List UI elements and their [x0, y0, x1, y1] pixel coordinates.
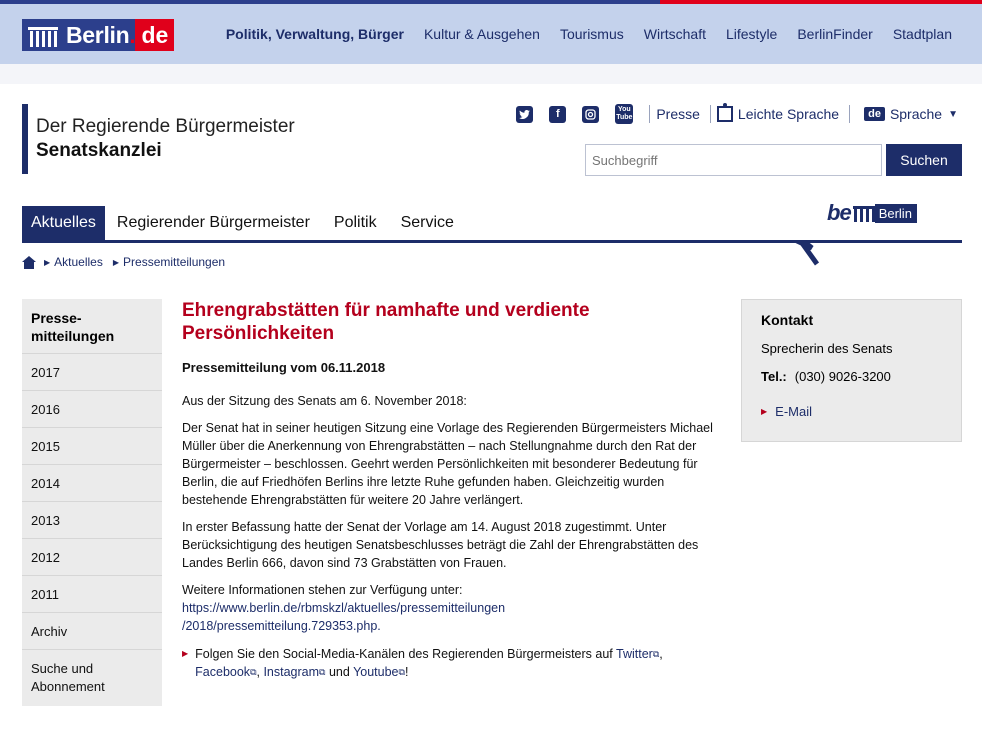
sidebar-item-2014[interactable]: 2014 — [22, 465, 162, 502]
instagram-icon[interactable] — [582, 106, 599, 123]
press-release-date: Pressemitteilung vom 06.11.2018 — [182, 360, 386, 375]
breadcrumb-aktuelles[interactable]: Aktuelles — [54, 255, 103, 269]
logo-tld: de — [135, 19, 174, 51]
twitter-icon[interactable] — [516, 106, 533, 123]
accent-stripe — [660, 0, 982, 4]
portal-nav-tourismus[interactable]: Tourismus — [559, 26, 624, 42]
paragraph-body-2: In erster Befassung hatte der Senat der Vorlage am 14. August 2018 zugestimmt. Unter Berücksichtigung des heutigen Senatsbeschlusses beträgt die Zahl der Ehrengrabstätten des Landes Berlin 666, davon sind 73 Grabstätten von Frauen. — [182, 520, 699, 570]
paragraph-body-1: Der Senat hat in seiner heutigen Sitzung eine Vorlage des Regierenden Bürgermeisters Michael Müller über die Anerkennung von Ehrengrabstätten – nach Stellungnahme durch den Rat der Bürgermeister – beschlossen. Geehrt werden Persönlichkeiten mit besonderer Bedeutung für Berlin, die auf Friedhöfen Berlins ihre letzte Ruhe gefunden haben. Gleichzeitig wurden bestehende Ehrengrabstätten für weitere 20 Jahre verlängert. — [182, 421, 713, 507]
brandenburg-gate-icon — [853, 204, 875, 222]
portal-nav-lifestyle[interactable]: Lifestyle — [725, 26, 778, 42]
instagram-link[interactable]: Instagram⧉ — [263, 665, 326, 679]
divider — [710, 105, 711, 123]
contact-email-link[interactable]: ▶ E-Mail — [761, 404, 812, 419]
breadcrumb — [22, 255, 235, 269]
nav-regierender-buergermeister[interactable]: Regierender Bürgermeister — [116, 214, 310, 231]
portal-nav-berlinfinder[interactable]: BerlinFinder — [797, 26, 873, 42]
external-link-icon: ⧉ — [250, 667, 257, 677]
leichte-sprache-icon — [717, 106, 733, 122]
sidebar-item-suche-abonnement[interactable]: Suche und Abonnement — [31, 661, 105, 694]
nav-aktuelles[interactable]: Aktuelles — [22, 206, 105, 241]
home-icon[interactable] — [22, 256, 36, 269]
site-title-line2: Senatskanzlei — [36, 140, 162, 161]
logo-text: Berlin. — [64, 19, 142, 51]
language-selector[interactable]: Sprache — [889, 106, 943, 122]
page-title: Ehrengrabstätten für namhafte und verdiente Persönlichkeiten — [182, 300, 590, 344]
main-nav — [22, 206, 466, 241]
external-link-icon: ⧉ — [398, 667, 405, 677]
search-input[interactable] — [585, 144, 882, 176]
sidebar-item-archiv[interactable]: Archiv — [22, 613, 162, 650]
social-follow-note: ▶ Folgen Sie den Social-Media-Kanälen des Regierenden Bürgermeisters auf Twitter⧉, Facebook⧉, Instagram⧉ und Youtube⧉! — [182, 647, 663, 679]
presse-link[interactable]: Presse — [656, 106, 700, 122]
contact-box — [741, 299, 962, 442]
youtube-link[interactable]: Youtube⧉ — [353, 665, 405, 679]
portal-header — [0, 0, 982, 64]
portal-nav-politik[interactable]: Politik, Verwaltung, Bürger — [225, 26, 404, 42]
sidebar-nav — [22, 299, 162, 706]
chevron-right-icon: ▶ — [44, 257, 51, 267]
chevron-down-icon[interactable]: ▼ — [948, 108, 958, 120]
sidebar-item-2012[interactable]: 2012 — [22, 539, 162, 576]
facebook-link[interactable]: Facebook⧉ — [195, 665, 257, 679]
content-card — [0, 84, 982, 734]
sidebar-heading[interactable]: Presse- mitteilungen — [22, 299, 162, 354]
site-title[interactable] — [22, 104, 295, 174]
bullet-arrow-icon: ▶ — [182, 649, 189, 658]
press-release-url[interactable]: https://www.berlin.de/rbmskzl/aktuelles/pressemitteilungen /2018/pressemitteilung.729353.php. — [182, 601, 506, 633]
paragraph-more-info: Weitere Informationen stehen zur Verfügung unter: https://www.berlin.de/rbmskzl/aktuelles/pressemitteilungen /2018/pressemitteilung.729353.php. — [182, 583, 506, 633]
language-badge: de — [864, 107, 885, 121]
sidebar-item-2013[interactable]: 2013 — [22, 502, 162, 539]
portal-nav — [226, 26, 952, 42]
portal-nav-wirtschaft[interactable]: Wirtschaft — [643, 26, 706, 42]
leichte-sprache-link[interactable]: Leichte Sprache — [737, 106, 840, 122]
divider — [849, 105, 850, 123]
paragraph-intro: Aus der Sitzung des Senats am 6. November 2018: — [182, 394, 467, 408]
contact-phone: Tel.: (030) 9026-3200 — [761, 369, 891, 384]
bullet-arrow-icon: ▶ — [761, 407, 768, 416]
contact-name: Sprecherin des Senats — [761, 341, 893, 356]
sidebar-item-2016[interactable]: 2016 — [22, 391, 162, 428]
sidebar-item-2015[interactable]: 2015 — [22, 428, 162, 465]
breadcrumb-pressemitteilungen[interactable]: Pressemitteilungen — [123, 255, 226, 269]
contact-title: Kontakt — [761, 312, 814, 328]
site-title-line1: Der Regierende Bürgermeister — [36, 116, 295, 137]
facebook-icon[interactable]: f — [549, 106, 566, 123]
external-link-icon: ⧉ — [652, 649, 660, 659]
portal-nav-stadtplan[interactable]: Stadtplan — [892, 26, 952, 42]
portal-nav-kultur[interactable]: Kultur & Ausgehen — [423, 26, 540, 42]
press-release — [182, 299, 727, 681]
youtube-icon[interactable]: You Tube — [615, 104, 633, 124]
nav-politik[interactable]: Politik — [333, 214, 377, 231]
nav-service[interactable]: Service — [400, 214, 454, 231]
brandenburg-gate-icon — [22, 19, 64, 51]
sidebar-item-2017[interactable]: 2017 — [22, 354, 162, 391]
twitter-link[interactable]: Twitter⧉ — [616, 647, 660, 661]
search-button[interactable]: Suchen — [886, 144, 962, 176]
sidebar-item-2011[interactable]: 2011 — [22, 576, 162, 613]
berlin-de-logo[interactable] — [22, 19, 174, 51]
service-links — [516, 104, 958, 124]
divider — [649, 105, 650, 123]
external-link-icon: ⧉ — [319, 667, 326, 677]
be-berlin-logo[interactable]: be Berlin — [827, 200, 917, 226]
chevron-right-icon: ▶ — [112, 257, 120, 267]
